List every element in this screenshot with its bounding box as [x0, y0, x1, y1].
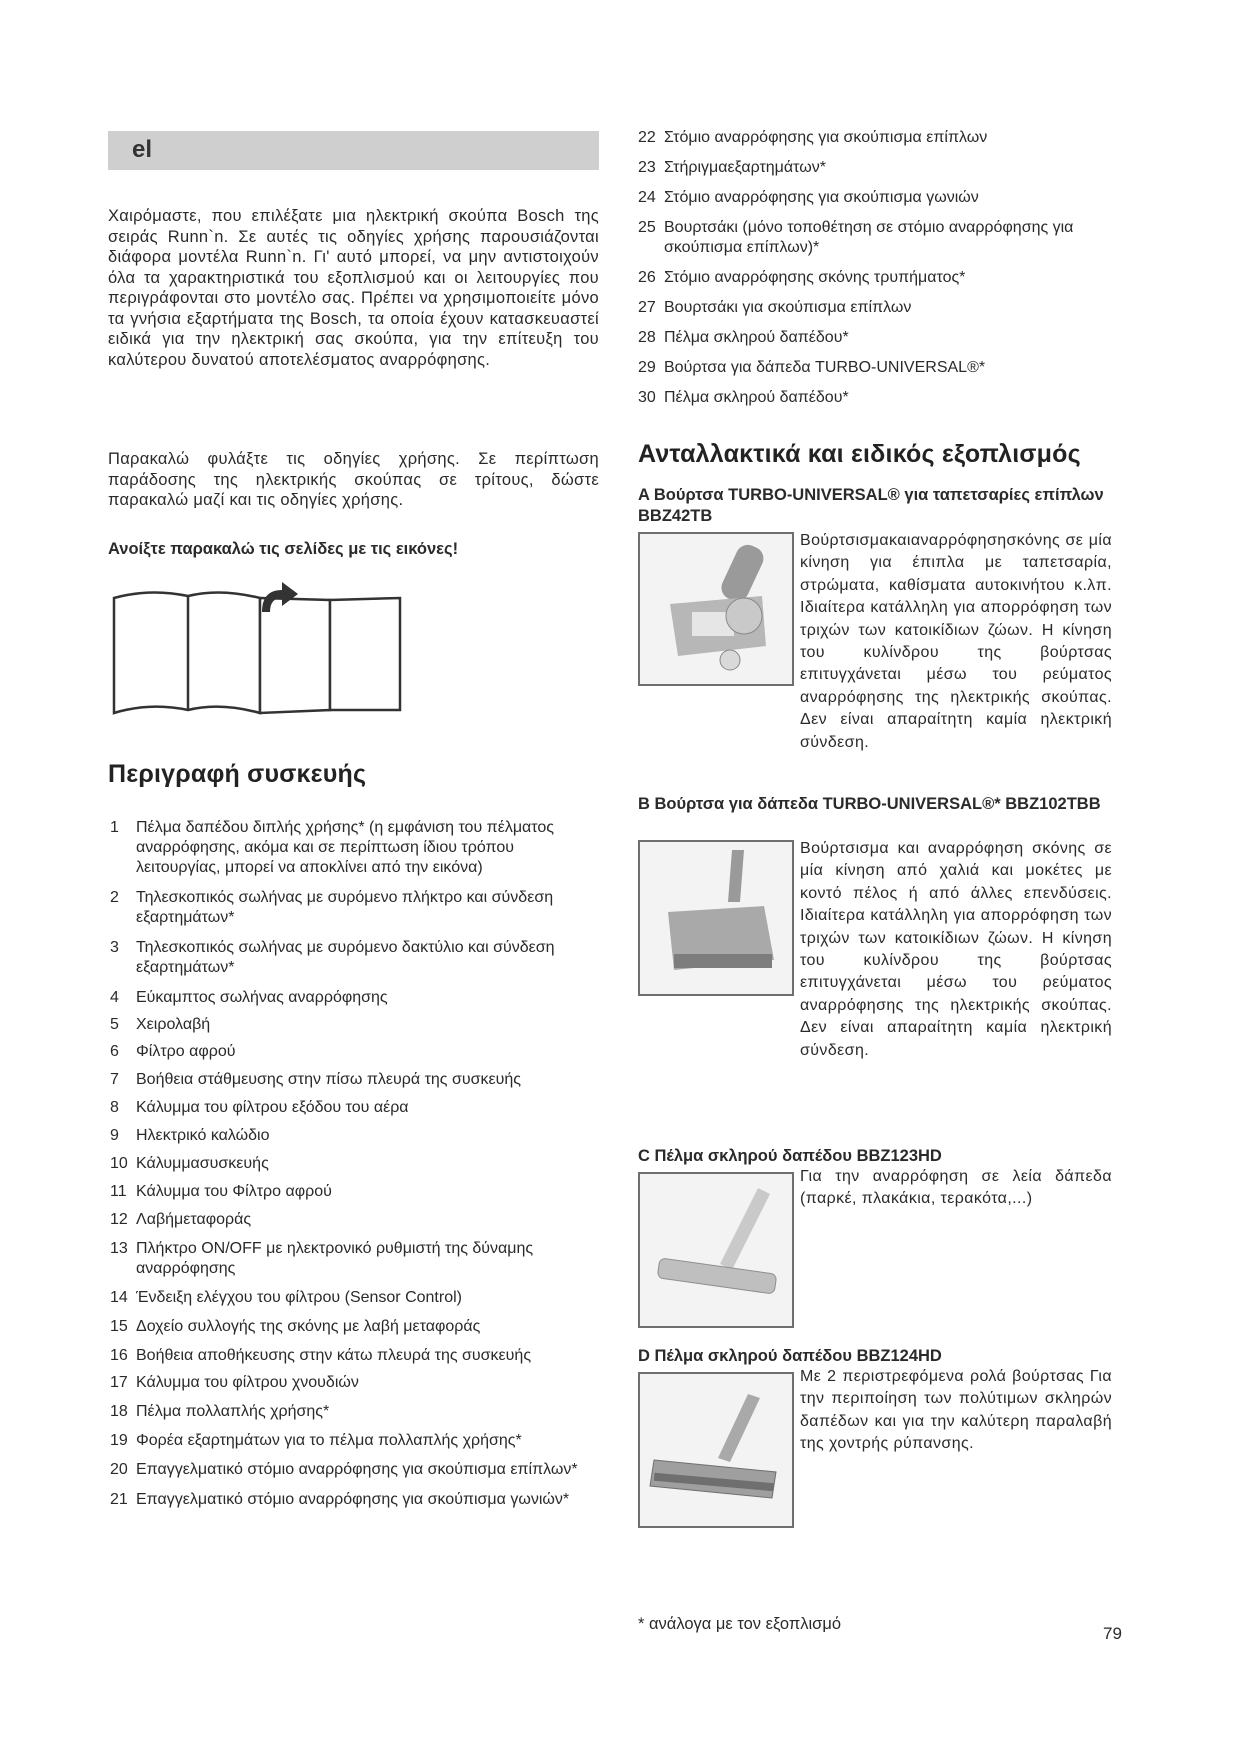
- accessory-b-title: B Βούρτσα για δάπεδα TURBO-UNIVERSAL®* BBZ102TBB: [638, 795, 1101, 813]
- device-parts-list-left: [108, 818, 602, 1510]
- accessory-a-description: Βούρτσισμακαιαναρρόφησησκόνης σε μία κίνηση για έπιπλα με ταπετσαρία, στρώματα, καθίσματα αυτοκινήτου κ.λπ. Ιδιαίτερα κατάλληλη για απορρόφηση των τριχών των κατοικίδιων ζώων. Η κίνηση του κυλίνδρου της βούρτσας επιτυγχάνεται μέσω του ρεύματος αναρρόφησης της ηλεκτρικής σκούπας. Δεν είναι απαραίτητη καμία ηλεκτρική σύνδεση.: [800, 532, 1112, 751]
- instructions-paragraph: Παρακαλώ φυλάξτε τις οδηγίες χρήσης. Σε περίπτωση παράδοσης της ηλεκτρικής σκούπας σε τρίτους, δώστε παρακαλώ μαζί και τις οδηγίες χρήσης.: [108, 450, 599, 509]
- accessory-b-description: Βούρτσισμα και αναρρόφηση σκόνης σε μία κίνηση από χαλιά και μοκέτες με κοντό πέλος ή από άλλες επενδύσεις. Ιδιαίτερα κατάλληλη για απορρόφηση των τριχών των κατοικίδιων ζώων. Η κίνηση του κυλίνδρου της βούρτσας επιτυγχάνεται μέσω του ρεύματος αναρρόφησης της ηλεκτρικής σκούπας. Δεν είναι απαραίτητη καμία ηλεκτρική σύνδεση.: [800, 840, 1112, 1059]
- hard-floor-nozzle-c-image: [638, 1172, 794, 1328]
- accessories-title: Ανταλλακτικά και ειδικός εξοπλισμός: [638, 440, 1081, 468]
- list-item: 2 Τηλεσκοπικός σωλήνας με συρόμενο πλήκτρο και σύνδεση εξαρτημάτων*: [110, 889, 554, 926]
- floor-turbo-brush-image: [638, 840, 794, 996]
- list-item: 4 Εύκαμπτος σωλήνας αναρρόφησης: [110, 989, 388, 1006]
- footnote: * ανάλογα με τον εξοπλισμό: [638, 1615, 842, 1633]
- list-item: 7 Βοήθεια στάθμευσης στην πίσω πλευρά της συσκευής: [110, 1071, 521, 1088]
- list-item: 28 Πέλμα σκληρού δαπέδου*: [638, 329, 849, 346]
- list-item: 25 Βουρτσάκι (μόνο τοποθέτηση σε στόμιο αναρρόφησης για σκούπισμα επίπλων)*: [638, 219, 1074, 256]
- list-item: 13 Πλήκτρο ON/OFF με ηλεκτρονικό ρυθμιστή της δύναμης αναρρόφησης: [110, 1240, 534, 1277]
- language-label: el: [132, 136, 153, 163]
- list-item: 24 Στόμιο αναρρόφησης για σκούπισμα γωνιών: [638, 189, 979, 206]
- list-item: 20 Επαγγελματικό στόμιο αναρρόφησης για σκούπισμα επίπλων*: [110, 1461, 578, 1478]
- list-item: 21 Επαγγελματικό στόμιο αναρρόφησης για σκούπισμα γωνιών*: [110, 1491, 570, 1508]
- list-item: 6 Φίλτρο αφρού: [110, 1043, 236, 1060]
- list-item: 19 Φορέα εξαρτημάτων για το πέλμα πολλαπλής χρήσης*: [110, 1432, 522, 1449]
- list-item: 15 Δοχείο συλλογής της σκόνης με λαβή μεταφοράς: [110, 1318, 481, 1335]
- list-item: 11 Κάλυμμα του Φίλτρο αφρού: [110, 1183, 332, 1200]
- list-item: 29 Βούρτσα για δάπεδα TURBO-UNIVERSAL®*: [638, 359, 986, 376]
- accessory-a-title: A Βούρτσα TURBO-UNIVERSAL® για ταπετσαρίες επίπλων BBZ42TB: [638, 486, 1104, 525]
- accessory-d-description: Με 2 περιστρεφόμενα ρολά βούρτσας Για την περιποίηση των πολύτιμων σκληρών δαπέδων και για την καλύτερη παραλαβή της χοντρής ρύπανσης.: [800, 1368, 1112, 1453]
- list-item: 30 Πέλμα σκληρού δαπέδου*: [638, 389, 849, 406]
- list-item: 9 Ηλεκτρικό καλώδιο: [110, 1127, 270, 1144]
- list-item: 26 Στόμιο αναρρόφησης σκόνης τρυπήματος*: [638, 269, 966, 286]
- open-pages-note: Ανοίξτε παρακαλώ τις σελίδες με τις εικόνες!: [108, 540, 459, 558]
- list-item: 17 Κάλυμμα του φίλτρου χνουδιών: [110, 1374, 359, 1391]
- language-header-bar: [108, 131, 599, 170]
- page-number: 79: [1103, 1624, 1122, 1643]
- list-item: 10 Κάλυμμασυσκευής: [110, 1155, 269, 1172]
- list-item: 3 Τηλεσκοπικός σωλήνας με συρόμενο δακτύλιο και σύνδεση εξαρτημάτων*: [110, 939, 555, 976]
- device-description-title: Περιγραφή συσκευής: [108, 760, 367, 788]
- list-item: 8 Κάλυμμα του φίλτρου εξόδου του αέρα: [110, 1099, 409, 1116]
- intro-paragraph: Χαιρόμαστε, που επιλέξατε μια ηλεκτρική σκούπα Bosch της σειράς Runn`n. Σε αυτές τις οδηγίες χρήσης παρουσιάζονται διάφορα μοντέλα Runn`n. Γι' αυτό μπορεί, να μην αντιστοιχούν όλα τα χαρακτηριστικά του εξοπλισμού και οι λειτουργίες που περιγράφονται στο μοντέλο σας. Πρέπει να χρησιμοποιείτε μόνο τα γνήσια εξαρτήματα της Bosch, τα οποία έχουν κατασκευαστεί ειδικά για την ηλεκτρική σας σκούπα, για την επίτευξη του καλύτερου δυνατού αποτελέσματος αναρρόφησης.: [108, 207, 599, 369]
- device-parts-list-right: [636, 128, 1126, 408]
- hard-floor-nozzle-d-image: [638, 1372, 794, 1528]
- upholstery-turbo-brush-image: [638, 532, 794, 686]
- list-item: 1 Πέλμα δαπέδου διπλής χρήσης* (η εμφάνιση του πέλματος αναρρόφησης, ακόμα και σε περίπτωση ίδιου τρόπου λειτουργίας, μπορεί να αποκλίνει από την εικόνα): [110, 819, 554, 876]
- list-item: 12 Λαβήμεταφοράς: [110, 1211, 252, 1228]
- accessory-c-title: C Πέλμα σκληρού δαπέδου BBZ123HD: [638, 1147, 942, 1165]
- list-item: 23 Στήριγμαεξαρτημάτων*: [638, 159, 826, 176]
- list-item: 5 Χειρολαβή: [110, 1016, 211, 1033]
- accessory-c-description: Για την αναρρόφηση σε λεία δάπεδα (παρκέ, πλακάκια, τερακότα,...): [800, 1168, 1112, 1208]
- accessory-d-title: D Πέλμα σκληρού δαπέδου BBZ124HD: [638, 1347, 942, 1365]
- list-item: 16 Βοήθεια αποθήκευσης στην κάτω πλευρά της συσκευής: [110, 1347, 532, 1364]
- list-item: 22 Στόμιο αναρρόφησης για σκούπισμα επίπλων: [638, 129, 988, 146]
- list-item: 14 Ένδειξη ελέγχου του φίλτρου (Sensor Control): [110, 1289, 462, 1306]
- foldout-pages-illustration: [110, 578, 410, 728]
- list-item: 27 Βουρτσάκι για σκούπισμα επίπλων: [638, 299, 912, 316]
- list-item: 18 Πέλμα πολλαπλής χρήσης*: [110, 1403, 330, 1420]
